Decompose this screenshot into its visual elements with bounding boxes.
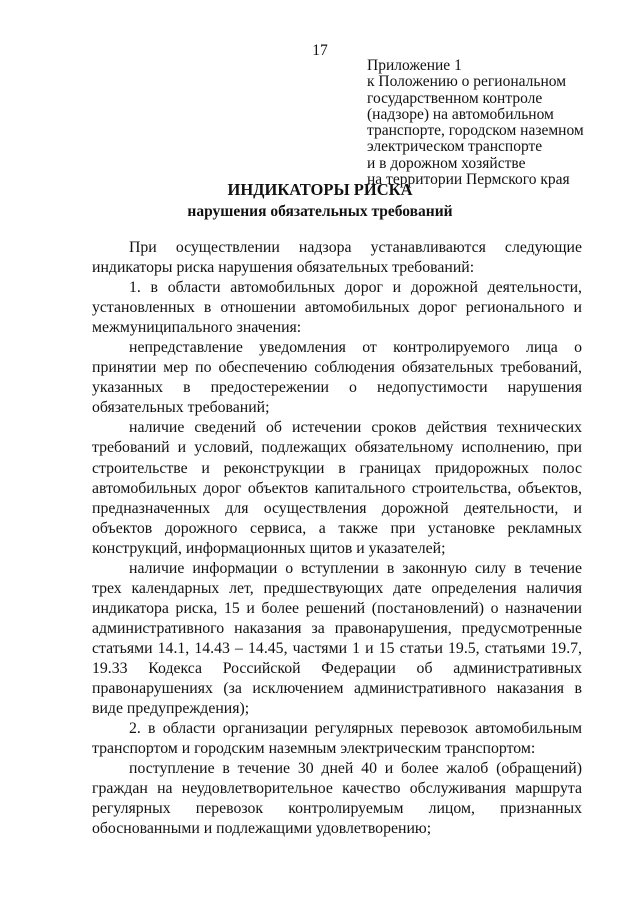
paragraph-section-2: 2. в области организации регулярных перевозок автомобильным транспортом и городским наземным электрическим транспортом:: [92, 720, 582, 758]
appendix-line: (надзоре) на автомобильном: [367, 105, 554, 123]
document-title: ИНДИКАТОРЫ РИСКА: [227, 180, 413, 199]
appendix-line: к Положению о региональном: [367, 73, 567, 91]
appendix-line: и в дорожном хозяйстве: [367, 154, 526, 172]
appendix-reference: [367, 58, 627, 188]
paragraph-indicator: наличие сведений об истечении сроков действия технических требований и условий, подлежащих обязательному исполнению, при строительстве и реконструкции в границах придорожных полос автомобильных дорог объектов капитального строительства, объектов, предназначенных для осуществления дорожной деятельности, и объектов дорожного сервиса, а также при установке рекламных конструкций, информационных щитов и указателей;: [92, 419, 582, 557]
page-number: 17: [312, 42, 328, 59]
appendix-line: Приложение 1: [367, 57, 462, 74]
paragraph-indicator: непредставление уведомления от контролируемого лица о принятии мер по обеспечению соблюдения обязательных требований, указанных в предостережении о недопустимости нарушения обязательных требований;: [92, 339, 582, 417]
appendix-line: государственном контроле: [367, 89, 543, 107]
paragraph-intro: При осуществлении надзора устанавливаются следующие индикаторы риска нарушения обязательных требований:: [92, 239, 582, 277]
appendix-line: транспорте, городском наземном: [367, 122, 584, 140]
document-body: [92, 238, 582, 839]
paragraph-indicator: поступление в течение 30 дней 40 и более жалоб (обращений) граждан на неудовлетворительное качество обслуживания маршрута регулярных перевозок контролируемым лицом, признанных обоснованными и подлежащими удовлетворению;: [92, 760, 582, 838]
paragraph-section-1: 1. в области автомобильных дорог и дорожной деятельности, установленных в отношении автомобильных дорог регионального и межмуниципального значения:: [92, 279, 582, 337]
paragraph-indicator: наличие информации о вступлении в законную силу в течение трех календарных лет, предшествующих дате определения наличия индикатора риска, 15 и более решений (постановлений) о назначении административного наказания за правонарушения, предусмотренные статьями 14.1, 14.43 – 14.45, частями 1 и 15 статьи 19.5, статьями 19.7, 19.33 Кодекса Российской Федерации об административных правонарушениях (за исключением административного наказания в виде предупреждения);: [92, 559, 582, 718]
document-subtitle: нарушения обязательных требований: [187, 203, 453, 220]
appendix-line: электрическом транспорте: [367, 138, 543, 156]
appendix-line: на территории Пермского края: [367, 171, 570, 189]
